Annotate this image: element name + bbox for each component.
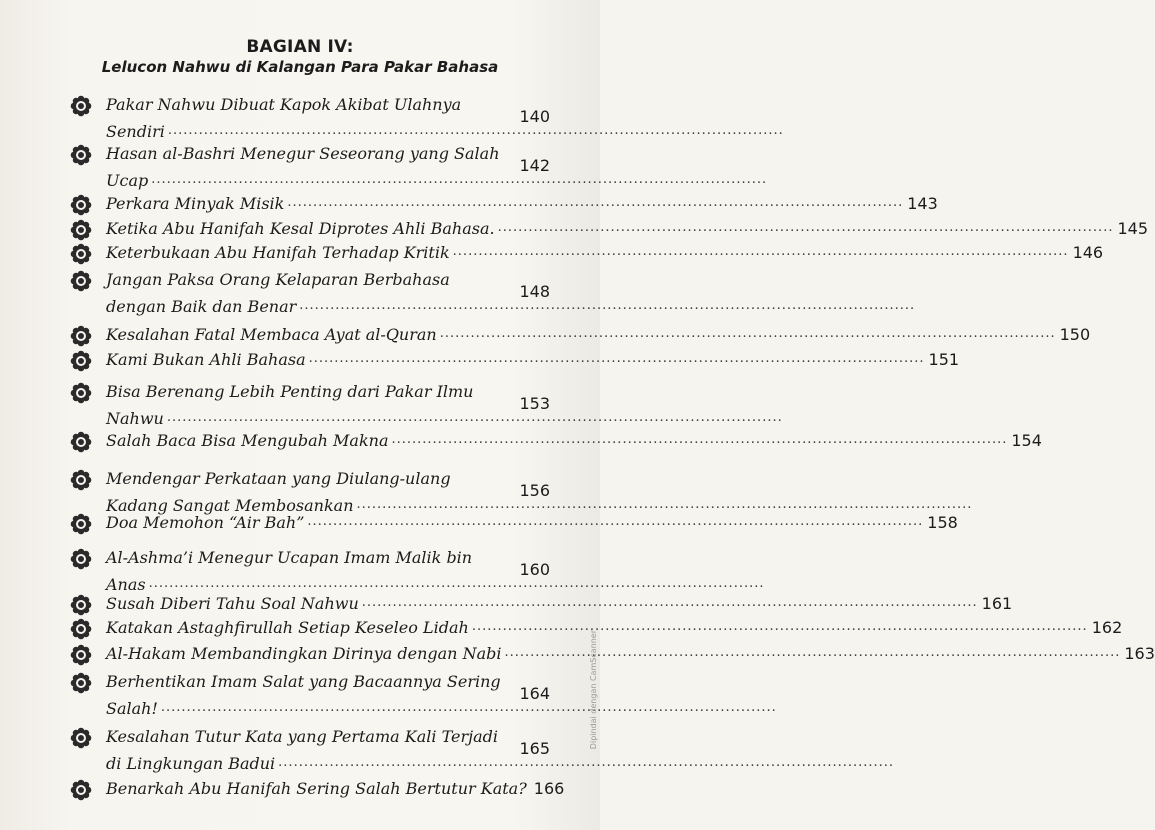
flower-ornament-icon [70, 431, 92, 453]
toc-page-number: 160 [519, 560, 550, 579]
toc-entry-title: Nahwu [106, 409, 164, 428]
flower-ornament-icon [70, 382, 92, 404]
toc-entry-line [106, 747, 895, 773]
toc-entry-line [106, 506, 958, 532]
flower-ornament-icon [70, 194, 92, 216]
toc-entry-line [106, 424, 1042, 450]
dot-leader: ........................................................................................................................ [166, 410, 783, 425]
toc-entry-title: di Lingkungan Badui [106, 754, 276, 773]
toc-entry-title: Hasan al-Bashri Menegur Seseorang yang Salah [106, 144, 500, 163]
flower-ornament-icon [70, 594, 92, 616]
toc-entry-title: dengan Baik dan Benar [106, 297, 297, 316]
toc-entry-title: Kami Bukan Ahli Bahasa [106, 350, 306, 369]
toc-entry-line [106, 318, 1091, 344]
toc-page-number: 161 [981, 594, 1013, 613]
dot-leader: ........................................................................................................................ [287, 195, 904, 210]
flower-ornament-icon [70, 270, 92, 292]
toc-entry-title: Al-Hakam Membandingkan Dirinya dengan Nabi [106, 644, 502, 663]
flower-ornament-icon [70, 325, 92, 347]
dot-leader: ........................................................................................................................ [497, 220, 1114, 235]
dot-leader: ........................................................................................................................ [439, 326, 1056, 341]
toc-entry-line [106, 137, 550, 163]
toc-page-number: 154 [1011, 431, 1042, 450]
toc-page-number: 151 [928, 350, 960, 369]
toc-entry-line [106, 236, 1104, 262]
flower-ornament-icon [70, 350, 92, 372]
toc-entry-line [106, 343, 960, 369]
flower-ornament-icon [70, 219, 92, 241]
dot-leader: ........................................................................................................................ [148, 576, 765, 591]
dot-leader: ........................................................................................................................ [471, 619, 1088, 634]
toc-page-number: 143 [907, 194, 938, 213]
toc-entry-line [106, 692, 777, 718]
toc-entry-title: Sendiri [106, 122, 165, 141]
dot-leader: ........................................................................................................................ [307, 514, 924, 529]
toc-entry-title: Bisa Berenang Lebih Penting dari Pakar Ilmu [106, 382, 474, 401]
toc-page-number: 163 [1124, 644, 1155, 663]
toc-entry-title: Salah! [106, 699, 158, 718]
toc-entry-title: Berhentikan Imam Salat yang Bacaannya Sering [106, 672, 501, 691]
toc-page-number: 165 [519, 739, 550, 758]
dot-leader: ........................................................................................................................ [504, 645, 1121, 660]
toc-entry-line [106, 541, 550, 567]
dot-leader: ........................................................................................................................ [167, 123, 784, 138]
flower-ornament-icon [70, 644, 92, 666]
flower-ornament-icon [70, 672, 92, 694]
toc-entry-title: Perkara Minyak Misik [106, 194, 285, 213]
toc-entry-line [106, 212, 1149, 238]
toc-page-number: 153 [519, 394, 550, 413]
toc-entry-title: Ketika Abu Hanifah Kesal Diprotes Ahli Bahasa. [106, 219, 495, 238]
toc-page-number: 146 [1072, 243, 1104, 262]
toc-page-number: 145 [1117, 219, 1149, 238]
dot-leader: ........................................................................................................................ [452, 244, 1069, 259]
flower-ornament-icon [70, 727, 92, 749]
toc-entry-title: Doa Memohon “Air Bah” [106, 513, 305, 532]
dot-leader: ........................................................................................................................ [308, 351, 925, 366]
section-title: Lelucon Nahwu di Kalangan Para Pakar Bahasa [101, 58, 499, 76]
toc-page-number: 150 [1059, 325, 1091, 344]
toc-page-number: 166 [533, 779, 565, 798]
toc-page-number: 162 [1091, 618, 1123, 637]
toc-page-number: 142 [519, 156, 550, 175]
toc-entry-title: Salah Baca Bisa Mengubah Makna [106, 431, 389, 450]
flower-ornament-icon [70, 513, 92, 535]
toc-entry-line [106, 720, 550, 746]
toc-entry-line [106, 375, 550, 401]
toc-entry-title: Kesalahan Fatal Membaca Ayat al-Quran [106, 325, 437, 344]
flower-ornament-icon [70, 548, 92, 570]
dot-leader: ........................................................................................................................ [151, 172, 768, 187]
toc-entry-title: Kadang Sangat Membosankan [106, 496, 354, 515]
toc-entry-line [106, 611, 1123, 637]
dot-leader: ........................................................................................................................ [391, 432, 1008, 447]
toc-entry-line [106, 772, 565, 798]
toc-entry-title: Kesalahan Tutur Kata yang Pertama Kali Terjadi [106, 727, 498, 746]
toc-entry-title: Benarkah Abu Hanifah Sering Salah Bertutur Kata? [106, 779, 527, 798]
toc-entry-title: Ucap [106, 171, 149, 190]
toc-page-number: 158 [927, 513, 958, 532]
dot-leader: ........................................................................................................................ [356, 497, 973, 512]
toc-entry-title: Susah Diberi Tahu Soal Nahwu [106, 594, 359, 613]
flower-ornament-icon [70, 95, 92, 117]
scanner-watermark: Dipindai dengan CamScanner [589, 630, 598, 750]
toc-entry-line [106, 263, 550, 289]
toc-entry-line [106, 462, 550, 488]
flower-ornament-icon [70, 618, 92, 640]
toc-entry-title: Anas [106, 575, 146, 594]
toc-entry-line [106, 665, 550, 691]
toc-entry-line [106, 587, 1013, 613]
toc-page-number: 140 [519, 107, 550, 126]
dot-leader: ........................................................................................................................ [160, 700, 777, 715]
flower-ornament-icon [70, 779, 92, 801]
toc-entry-title: Al-Ashma’i Menegur Ucapan Imam Malik bin [106, 548, 473, 567]
toc-entry-title: Pakar Nahwu Dibuat Kapok Akibat Ulahnya [106, 95, 462, 114]
toc-entry-line [106, 290, 916, 316]
toc-entry-line [106, 88, 550, 114]
dot-leader: ........................................................................................................................ [361, 595, 978, 610]
toc-entry-line [106, 187, 938, 213]
toc-page-number: 164 [519, 684, 550, 703]
flower-ornament-icon [70, 469, 92, 491]
dot-leader: ........................................................................................................................ [278, 755, 895, 770]
flower-ornament-icon [70, 144, 92, 166]
toc-page-number: 156 [519, 481, 550, 500]
section-heading: BAGIAN IV: [246, 37, 354, 57]
flower-ornament-icon [70, 243, 92, 265]
toc-entry-title: Mendengar Perkataan yang Diulang-ulang [106, 469, 451, 488]
dot-leader: ........................................................................................................................ [299, 298, 916, 313]
toc-entry-line [106, 637, 1155, 663]
toc-entry-title: Jangan Paksa Orang Kelaparan Berbahasa [106, 270, 450, 289]
toc-entry-title: Keterbukaan Abu Hanifah Terhadap Kritik [106, 243, 450, 262]
toc-entry-title: Katakan Astaghfirullah Setiap Keseleo Lidah [106, 618, 469, 637]
toc-page-number: 148 [519, 282, 550, 301]
